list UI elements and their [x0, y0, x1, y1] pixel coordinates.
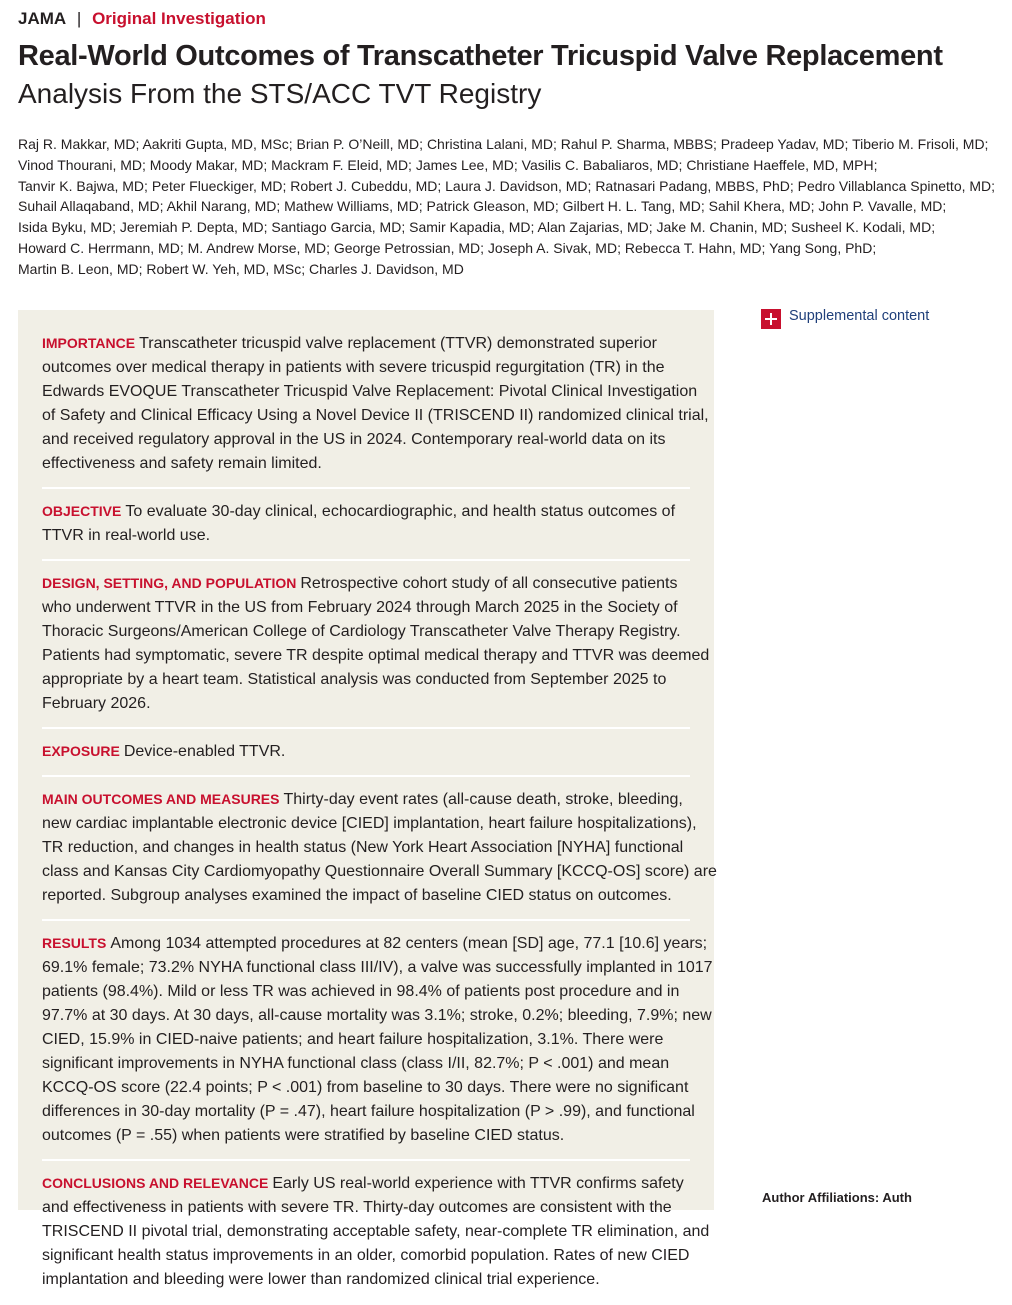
abstract-line	[42, 836, 690, 860]
abstract-line-text: appropriate by a heart team. Statistical analysis was conducted from September 2025 to	[42, 671, 667, 688]
abstract-line-text: who underwent TTVR in the US from February 2024 through March 2025 in the Society of	[42, 599, 678, 616]
abstract-line	[42, 1171, 690, 1196]
abstract-line-text: February 2026.	[42, 695, 151, 712]
abstract-line	[42, 1196, 690, 1220]
abstract-line-text: Transcatheter tricuspid valve replacement (TTVR) demonstrated superior	[139, 335, 657, 352]
abstract-line-text: Patients had symptomatic, severe TR despite optimal medical therapy and TTVR was deemed	[42, 647, 710, 664]
abstract-section	[42, 1161, 710, 1305]
author-line: Martin B. Leon, MD; Robert W. Yeh, MD, MSc; Charles J. Davidson, MD	[18, 260, 464, 277]
plus-icon	[761, 309, 781, 329]
abstract-line-text: new cardiac implantable electronic device [CIED] implantation, heart failure hospitalizations),	[42, 815, 697, 832]
abstract-line-text: and received regulatory approval in the US in 2024. Contemporary real-world data on its	[42, 431, 666, 448]
abstract-line-text: TRISCEND II pivotal trial, demonstrating acceptable safety, near-complete TR elimination, and	[42, 1223, 710, 1240]
abstract-line	[42, 739, 690, 764]
abstract-line-text: Thoracic Surgeons/American College of Cardiology Transcatheter Valve Therapy Registry.	[42, 623, 681, 640]
author-line: Isida Byku, MD; Jeremiah P. Depta, MD; Santiago Garcia, MD; Samir Kapadia, MD; Alan Zajarias, MD; Jake M. Chanin, MD; Susheel K. Kodali, MD;	[18, 219, 936, 236]
abstract-line-text: CIED, 15.9% in CIED-naive patients; and heart failure hospitalization, 3.1%. There were	[42, 1031, 664, 1048]
abstract-section	[42, 561, 710, 729]
abstract-line-text: Edwards EVOQUE Transcatheter Tricuspid Valve Replacement: Pivotal Clinical Investigation	[42, 383, 698, 400]
header-separator: |	[76, 9, 82, 28]
abstract-line-text: implantation and bleeding were lower than randomized clinical trial experience.	[42, 1271, 600, 1288]
abstract-line	[42, 1124, 690, 1148]
abstract-line	[42, 452, 690, 476]
abstract-line	[42, 1268, 690, 1292]
abstract-line	[42, 1004, 712, 1028]
author-affiliations-heading: Author Affiliations: Auth	[762, 1190, 912, 1205]
abstract-line	[42, 380, 698, 404]
abstract-line	[42, 1028, 690, 1052]
abstract-line	[42, 331, 690, 356]
abstract-line-text: significant health status improvements in an older, comorbid population. Rates of new CIED	[42, 1247, 690, 1264]
abstract-line	[42, 884, 690, 908]
journal-name: JAMA	[18, 9, 67, 28]
abstract-line-text: KCCQ-OS score (22.4 points; P < .001) from baseline to 30 days. There were no significant	[42, 1079, 689, 1096]
abstract-section	[42, 310, 709, 489]
article-category[interactable]: Original Investigation	[92, 9, 266, 28]
author-line: Howard C. Herrmann, MD; M. Andrew Morse, MD; George Petrossian, MD; Joseph A. Sivak, MD; Rebecca T. Hahn, MD; Yang Song, PhD;	[18, 239, 877, 256]
journal-header	[18, 8, 266, 30]
abstract-line	[42, 404, 709, 428]
abstract-section-label: RESULTS	[42, 935, 107, 951]
author-line: Tanvir K. Bajwa, MD; Peter Flueckiger, MD; Robert J. Cubeddu, MD; Laura J. Davidson, MD; Ratnasari Padang, MBBS, PhD; Pedro Villablanca Spinetto, MD;	[18, 177, 996, 194]
abstract-line-text: TTVR in real-world use.	[42, 527, 211, 544]
abstract-line-text: TR reduction, and changes in health status (New York Heart Association [NYHA] functional	[42, 839, 684, 856]
abstract-line	[42, 1244, 690, 1268]
abstract-line-text: 97.7% at 30 days. At 30 days, all-cause mortality was 3.1%; stroke, 0.2%; bleeding, 7.9%; new	[42, 1007, 712, 1024]
abstract-line-text: significant improvements in NYHA functional class (class I/II, 82.7%; P < .001) and mean	[42, 1055, 670, 1072]
supplemental-content-label[interactable]: Supplemental content	[789, 308, 930, 324]
abstract-line-text: Thirty-day event rates (all-cause death, stroke, bleeding,	[283, 791, 683, 808]
abstract-line-text: Retrospective cohort study of all consecutive patients	[300, 575, 678, 592]
abstract-section-label: MAIN OUTCOMES AND MEASURES	[42, 791, 280, 807]
abstract-section-label: IMPORTANCE	[42, 335, 136, 351]
structured-abstract	[18, 310, 717, 1288]
abstract-line-text: differences in 30-day mortality (P = .47), heart failure hospitalization (P > .99), and functional	[42, 1103, 695, 1120]
abstract-line	[42, 956, 713, 980]
abstract-line-text: Device-enabled TTVR.	[123, 743, 286, 760]
abstract-line	[42, 1220, 710, 1244]
abstract-line-text: Early US real-world experience with TTVR confirms safety	[272, 1175, 684, 1192]
abstract-line	[42, 356, 690, 380]
abstract-line-text: Among 1034 attempted procedures at 82 centers (mean [SD] age, 77.1 [10.6] years;	[110, 935, 708, 952]
abstract-line	[42, 931, 708, 956]
author-line: Raj R. Makkar, MD; Aakriti Gupta, MD, MSc; Brian P. O’Neill, MD; Christina Lalani, MD; Rahul P. Sharma, MBBS; Pradeep Yadav, MD; Tiberio M. Frisoli, MD;	[18, 136, 989, 152]
article-subtitle: Analysis From the STS/ACC TVT Registry	[18, 78, 542, 109]
abstract-line-text: reported. Subgroup analyses examined the impact of baseline CIED status on outcomes.	[42, 887, 672, 904]
abstract-line	[42, 787, 690, 812]
abstract-section	[42, 729, 690, 777]
abstract-section-label: OBJECTIVE	[42, 503, 122, 519]
abstract-line-text: outcomes (P = .55) when patients were stratified by baseline CIED status.	[42, 1127, 565, 1144]
abstract-line	[42, 812, 697, 836]
abstract-section-label: CONCLUSIONS AND RELEVANCE	[42, 1175, 269, 1191]
abstract-line	[42, 571, 690, 596]
abstract-line-text: and effectiveness in patients with severe TR. Thirty-day outcomes are consistent with the	[42, 1199, 672, 1216]
abstract-line	[42, 668, 690, 692]
abstract-line-text: patients (98.4%). Mild or less TR was achieved in 98.4% of patients post procedure and in	[42, 983, 680, 1000]
abstract-line-text: 69.1% female; 73.2% NYHA functional class III/IV), a valve was successfully implanted in 1017	[42, 959, 713, 976]
author-line: Vinod Thourani, MD; Moody Makar, MD; Mackram F. Eleid, MD; James Lee, MD; Vasilis C. Babaliaros, MD; Christiane Haeffele, MD, MPH;	[18, 156, 878, 173]
abstract-line	[42, 1076, 690, 1100]
abstract-line	[42, 980, 690, 1004]
abstract-line	[42, 644, 710, 668]
abstract-line	[42, 596, 690, 620]
abstract-section	[42, 777, 717, 921]
abstract-line	[42, 692, 690, 716]
abstract-line	[42, 1100, 695, 1124]
abstract-line-text: effectiveness and safety remain limited.	[42, 455, 322, 472]
supplemental-content-link[interactable]	[761, 306, 929, 326]
author-list	[18, 134, 998, 280]
abstract-line-text: of Safety and Clinical Efficacy Using a Novel Device II (TRISCEND II) randomized clinical trial,	[42, 407, 709, 424]
abstract-line	[42, 428, 690, 452]
abstract-section-label: DESIGN, SETTING, AND POPULATION	[42, 575, 297, 591]
abstract-line	[42, 499, 690, 524]
article-title: Real-World Outcomes of Transcatheter Tricuspid Valve Replacement	[18, 40, 943, 72]
author-line: Suhail Allaqaband, MD; Akhil Narang, MD; Mathew Williams, MD; Patrick Gleason, MD; Gilbert H. L. Tang, MD; Sahil Khera, MD; John P. Vavalle, MD;	[18, 198, 947, 215]
abstract-line-text: outcomes over medical therapy in patients with severe tricuspid regurgitation (TR) in the	[42, 359, 665, 376]
abstract-section	[42, 921, 713, 1161]
abstract-line	[42, 620, 690, 644]
abstract-line-text: class and Kansas City Cardiomyopathy Questionnaire Overall Summary [KCCQ-OS] score) are	[42, 863, 717, 880]
abstract-section-label: EXPOSURE	[42, 743, 120, 759]
abstract-line-text: To evaluate 30-day clinical, echocardiographic, and health status outcomes of	[125, 503, 676, 520]
abstract-section	[42, 489, 690, 561]
abstract-line	[42, 860, 717, 884]
abstract-line	[42, 1052, 690, 1076]
abstract-line	[42, 524, 690, 548]
